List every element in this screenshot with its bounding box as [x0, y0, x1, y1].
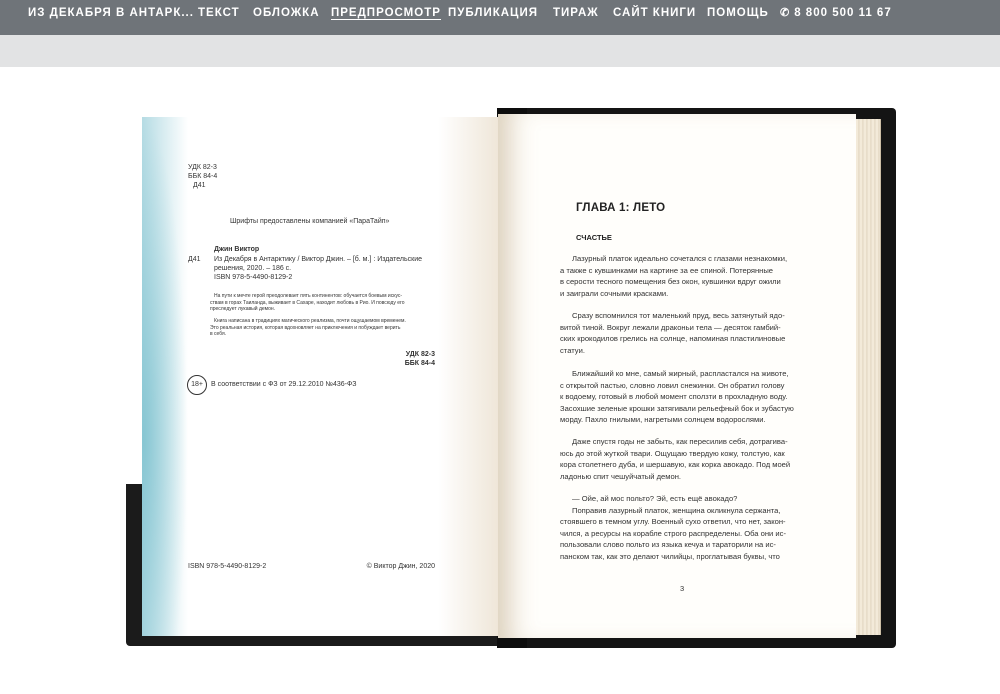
nav-phone[interactable]: [780, 0, 892, 26]
paragraph: Ближайший ко мне, самый жирный, распластался на животе, с открытой пастью, словно ловил снежинки. Он обратил голову к водоему, готовый в любой момент сползти в прохладную воду. Засохшие зеленые крошки затягивали рельефный бок и зубастую морду. Пахло гнилыми, нагретыми солнцем водорослями.: [560, 369, 794, 424]
bbk-code: ББК 84-4: [188, 173, 218, 180]
section-subhead: СЧАСТЬЕ: [576, 233, 612, 242]
page-number: 3: [680, 584, 685, 593]
udk-code-right: УДК 82-3: [405, 351, 435, 358]
paragraph: Лазурный платок идеально сочетался с глазами незнакомки, а также с кувшинками на картине за ее спиной. Потерянные в серости тесного помещения без окон, кувшинки вдруг ожили и заиграли сочными красками.: [560, 254, 788, 298]
author-mark-2: Д41: [188, 256, 201, 263]
author-mark: Д41: [193, 182, 206, 189]
fonts-credit: Шрифты предоставлены компанией «ПараТайп»: [230, 218, 390, 225]
annotation-line: преследует лукавый демон.: [210, 306, 276, 312]
nav-tab-cover[interactable]: ОБЛОЖКА: [253, 7, 320, 19]
author-name: Джин Виктор: [214, 246, 260, 253]
paragraph: Даже спустя годы не забыть, как пересилив себя, дотрагива- юсь до этой жуткой твари. Ощущаю твердую кожу, толстую, как кора столетнего дуба, и шершавую, как корка авокадо. Под моей ладонью спит чешуйчатый демон.: [560, 437, 791, 481]
nav-tab-text[interactable]: ТЕКСТ: [198, 7, 240, 19]
isbn-line: ISBN 978-5-4490-8129-2: [214, 274, 293, 281]
sub-toolbar: [0, 35, 1000, 67]
nav-tab-preview[interactable]: ПРЕДПРОСМОТР: [331, 7, 441, 19]
nav-tab-help[interactable]: ПОМОЩЬ: [707, 7, 769, 19]
copyright: © Виктор Джин, 2020: [366, 563, 435, 570]
nav-tab-publication[interactable]: ПУБЛИКАЦИЯ: [448, 7, 538, 19]
nav-tab-print-run[interactable]: ТИРАЖ: [553, 7, 599, 19]
isbn-footer: ISBN 978-5-4490-8129-2: [188, 563, 267, 570]
top-nav-bar: [0, 0, 1000, 35]
annotation-line: ствам в горах Таиланда, выживает в Сахаре, находит любовь в Рио. И повсюду его: [210, 299, 405, 306]
page-gutter-shadow: [438, 117, 498, 636]
bibliographic-line: решения, 2020. – 186 с.: [214, 265, 292, 272]
chapter-title: ГЛАВА 1: ЛЕТО: [576, 202, 666, 214]
bbk-code-right: ББК 84-4: [404, 360, 435, 367]
phone-number: 8 800 500 11 67: [794, 7, 892, 19]
paragraph: Сразу вспомнился тот маленький пруд, весь затянутый ядо- витой тиной. Вокруг лежали драконьи тела — десяток гамбий- ских крокодилов грелись на солнце, напоминая пластилиновые статуи.: [560, 311, 786, 355]
nav-book-title[interactable]: ИЗ ДЕКАБРЯ В АНТАРК...: [28, 7, 194, 19]
annotation-line: На пути к мечте герой преодолевает пять континентов: обучается боевым искус-: [214, 293, 403, 299]
nav-tab-book-site[interactable]: САЙТ КНИГИ: [613, 7, 697, 19]
watercolor-decoration: [142, 117, 188, 636]
udk-code: УДК 82-3: [188, 164, 217, 171]
annotation-line: в себя.: [210, 331, 227, 337]
age-rating-badge: 18+: [187, 375, 207, 395]
phone-icon: ✆: [780, 7, 791, 19]
paragraph: — Ойе, ай мос польто? Эй, есть ещё авокадо? Поправив лазурный платок, женщина окликнула сержанта, стоявшего в темном углу. Военный сухо ответил, что нет, закон- чился, а ресурсы на корабле строго распределены. Оба они ис- пользовали слово польто из языка кечуа и тараторили на ис- панском так, как это делают чилийцы, проглатывая буквы, что: [560, 494, 786, 561]
bibliographic-line: Из Декабря в Антарктику / Виктор Джин. – [б. м.] : Издательские: [214, 256, 423, 263]
age-law-text: В соответствии с ФЗ от 29.12.2010 №436-ФЗ: [211, 381, 357, 388]
annotation-line: Это реальная история, которая вдохновляет на приключения и побуждает верить: [210, 324, 401, 331]
annotation-line: Книга написана в традициях магического реализма, почти ощущаемом временем.: [214, 318, 406, 324]
page-edges: [856, 119, 881, 635]
